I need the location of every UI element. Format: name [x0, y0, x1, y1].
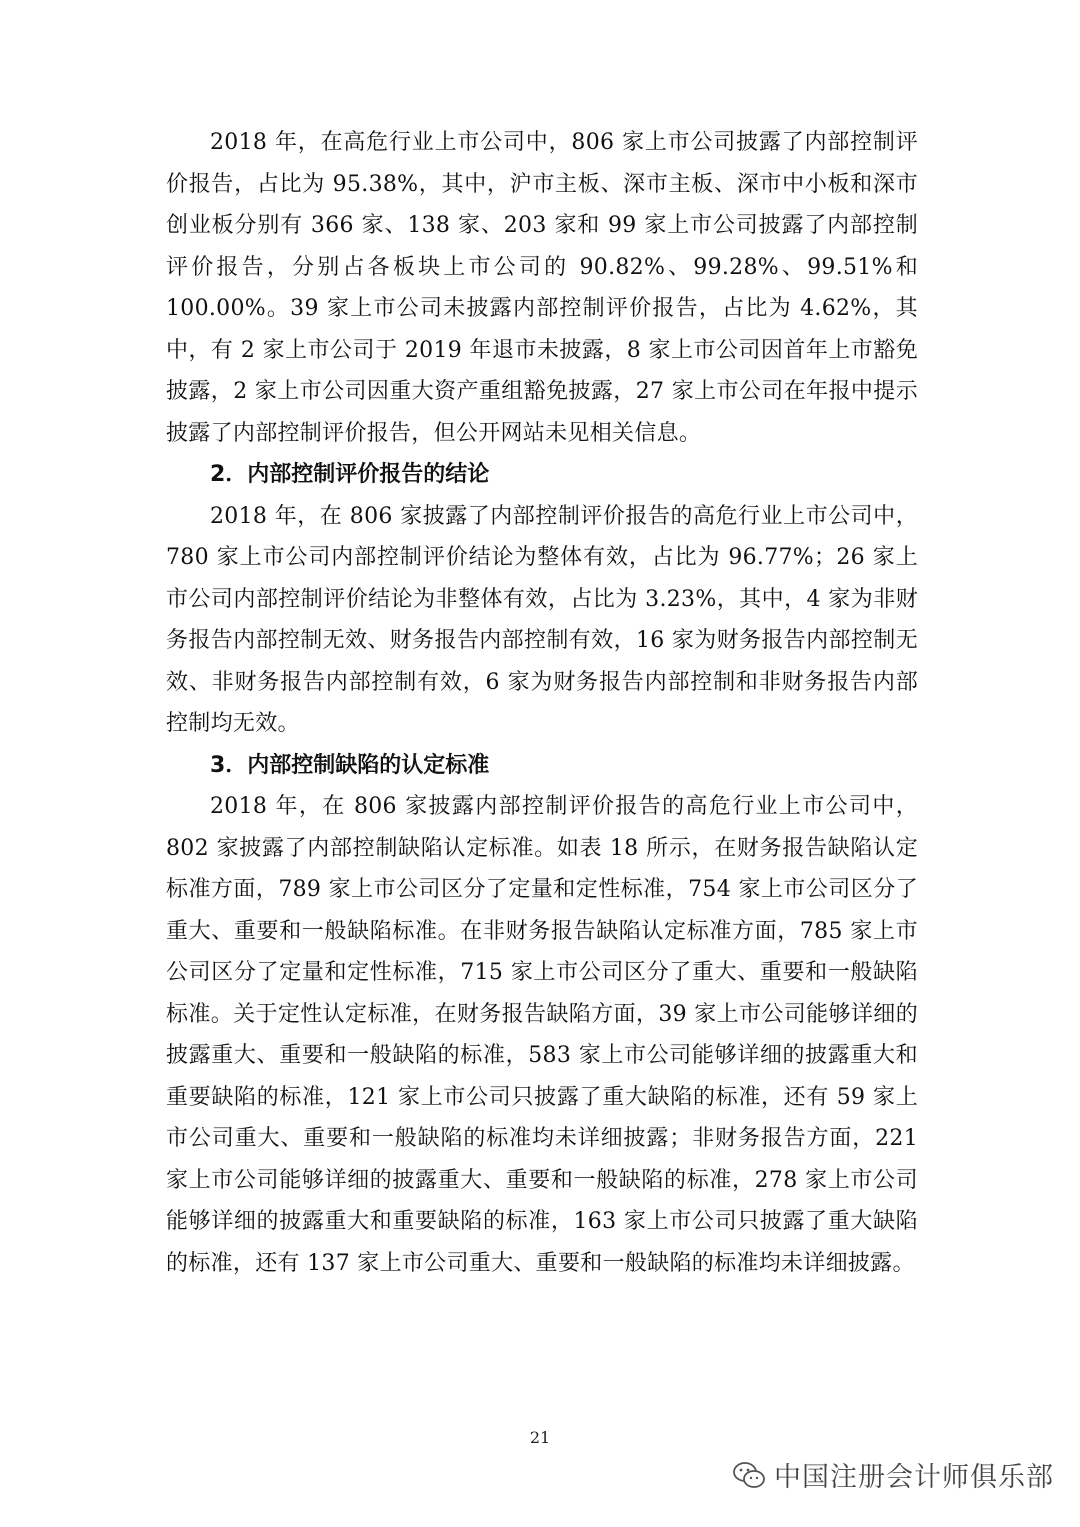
section-heading-conclusion: 2．内部控制评价报告的结论 [210, 462, 490, 487]
page-content [166, 122, 918, 1284]
paragraph-conclusion: 2018 年，在 806 家披露了内部控制评价报告的高危行业上市公司中，780 家上市公司内部控制评价结论为整体有效，占比为 96.77%；26 家上市公司内部控制评价结论为非整体有效，占比为 3.23%，其中，4 家为非财务报告内部控制无效、财务报告内部控制有效，16 家为财务报告内部控制无效、非财务报告内部控制有效，6 家为财务报告内部控制和非财务报告内部控制均无效。 [166, 503, 918, 736]
wechat-icon [732, 1460, 766, 1490]
watermark [732, 1455, 1054, 1494]
watermark-text: 中国注册会计师俱乐部 [774, 1462, 1054, 1493]
paragraph-defect-standards: 2018 年，在 806 家披露内部控制评价报告的高危行业上市公司中，802 家披露了内部控制缺陷认定标准。如表 18 所示，在财务报告缺陷认定标准方面，789 家上市公司区分了定量和定性标准，754 家上市公司区分了重大、重要和一般缺陷标准。在非财务报告缺陷认定标准方面，785 家上市公司区分了定量和定性标准，715 家上市公司区分了重大、重要和一般缺陷标准。关于定性认定标准，在财务报告缺陷方面，39 家上市公司能够详细的披露重大、重要和一般缺陷的标准，583 家上市公司能够详细的披露重大和重要缺陷的标准，121 家上市公司只披露了重大缺陷的标准，还有 59 家上市公司重大、重要和一般缺陷的标准均未详细披露；非财务报告方面，221 家上市公司能够详细的披露重大、重要和一般缺陷的标准，278 家上市公司能够详细的披露重大和重要缺陷的标准，163 家上市公司只披露了重大缺陷的标准，还有 137 家上市公司重大、重要和一般缺陷的标准均未详细披露。 [166, 794, 918, 1276]
section-heading-defect-standards: 3．内部控制缺陷的认定标准 [210, 752, 490, 778]
paragraph-disclosure-overview: 2018 年，在高危行业上市公司中，806 家上市公司披露了内部控制评价报告，占比为 95.38%，其中，沪市主板、深市主板、深市中小板和深市创业板分别有 366 家、138 家、203 家和 99 家上市公司披露了内部控制评价报告，分别占各板块上市公司的 90.82%、99.28%、99.51%和 100.00%。39 家上市公司未披露内部控制评价报告，占比为 4.62%，其中，有 2 家上市公司于 2019 年退市未披露，8 家上市公司因首年上市豁免披露，2 家上市公司因重大资产重组豁免披露，27 家上市公司在年报中提示披露了内部控制评价报告，但公开网站未见相关信息。 [166, 130, 918, 446]
page-number: 21 [529, 1428, 551, 1447]
